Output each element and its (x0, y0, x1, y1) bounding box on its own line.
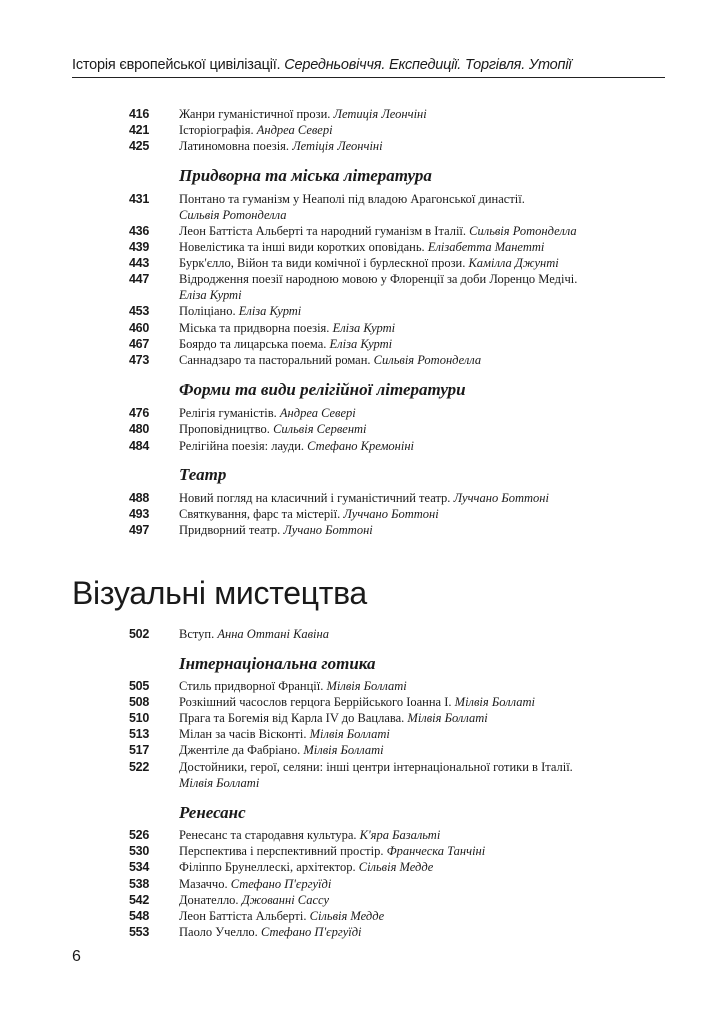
page-ref: 484 (129, 439, 149, 453)
entry-title: Бурк'єлло, Війон та види комічної і бурлескної прози. (179, 256, 469, 270)
entry-author: Лучано Боттоні (283, 523, 373, 537)
entry-author: Мілвія Боллаті (303, 743, 384, 757)
entry-author: Еліза Курті (332, 321, 396, 335)
page-ref: 542 (129, 893, 149, 907)
entry-title: Міська та придворна поезія. (179, 321, 333, 335)
entry-author: Андреа Северi (279, 406, 356, 420)
page-ref: 488 (129, 491, 149, 505)
entry-title: Джентіле да Фабріано. (179, 743, 304, 757)
entry-text (179, 405, 649, 421)
entry-author: Сильвія Ротонделла (179, 208, 287, 222)
entry-title: Стиль придворної Франції. (179, 679, 327, 693)
page-ref: 493 (129, 507, 149, 521)
page-ref: 553 (129, 925, 149, 939)
page-ref: 453 (129, 304, 149, 318)
entry-text (179, 522, 649, 538)
page-ref: 526 (129, 828, 149, 842)
page-ref: 436 (129, 224, 149, 238)
page-ref: 460 (129, 321, 149, 335)
entry-author: Елізабетта Манетті (427, 240, 545, 254)
entry-title: Паоло Учелло. (179, 925, 261, 939)
entry-title: Саннадзаро та пасторальний роман. (179, 353, 374, 367)
header-book-title: Історія європейської цивілізації. (72, 57, 285, 73)
section-heading: Театр (179, 465, 227, 484)
entry-title: Жанри гуманістичної прози. (179, 107, 334, 121)
page-ref: 431 (129, 192, 149, 206)
entry-title: Достойники, герої, селяни: інші центри інтернаціональної готики в Італії. (179, 760, 573, 774)
entry-author: Сильвія Сервенті (273, 422, 367, 436)
entry-author: Сильвія Ротонделла (469, 224, 577, 238)
entry-text (179, 271, 649, 287)
running-header (72, 57, 664, 73)
entry-text (179, 438, 649, 454)
entry-title: Ренесанс та стародавня культура. (179, 828, 360, 842)
entry-author: Луччано Боттоні (453, 491, 549, 505)
entry-text (179, 421, 649, 437)
entry-author: Сильвія Ротонделла (373, 353, 482, 367)
page-ref: 530 (129, 844, 149, 858)
entry-title: Філіппо Брунеллескі, архітектор. (179, 860, 359, 874)
entry-author: Стефано П'єргуїді (230, 877, 332, 891)
entry-title: Латиномовна поезія. (179, 139, 293, 153)
entry-text (179, 191, 649, 207)
page-ref: 502 (129, 627, 149, 641)
entry-title: Мазаччо. (179, 877, 231, 891)
page-number: 6 (72, 948, 81, 965)
entry-title: Відродження поезії народною мовою у Флоренції за доби Лоренцо Медічі. (179, 272, 578, 286)
page-ref: 513 (129, 727, 149, 741)
entry-title: Придворний театр. (179, 523, 284, 537)
entry-author: Еліза Курті (329, 337, 393, 351)
entry-author: Луччано Боттоні (343, 507, 439, 521)
entry-text (179, 876, 649, 892)
entry-text (179, 843, 649, 859)
entry-text (179, 320, 649, 336)
entry-text (179, 859, 649, 875)
entry-title: Релігія гуманістів. (179, 406, 280, 420)
section-heading: Інтернаціональна готика (179, 654, 376, 673)
section-heading: Форми та види релігійної літератури (179, 380, 466, 399)
entry-title: Проповідництво. (179, 422, 274, 436)
page-ref: 447 (129, 272, 149, 286)
page-ref: 517 (129, 743, 149, 757)
entry-author: Стефано П'єргуїді (260, 925, 362, 939)
entry-author: Мілвія Боллаті (407, 711, 488, 725)
entry-text (179, 827, 649, 843)
entry-text (179, 106, 649, 122)
page-ref: 443 (129, 256, 149, 270)
entry-title: Перспектива і перспективний простір. (179, 844, 387, 858)
entry-title: Леон Баттіста Альберті та народний гуманізм в Італії. (179, 224, 470, 238)
header-volume-title: Середньовіччя. Експедиції. Торгівля. Утопії (284, 57, 572, 73)
entry-title: Вступ. (179, 627, 218, 641)
page-ref: 538 (129, 877, 149, 891)
entry-text (179, 138, 649, 154)
entry-text (179, 726, 649, 742)
entry-text (179, 122, 649, 138)
entry-author: Летиція Леончіні (333, 107, 427, 121)
part-title: Візуальні мистецтва (72, 575, 367, 611)
entry-author: Еліза Курті (238, 304, 302, 318)
entry-title: Донателло. (179, 893, 242, 907)
entry-text (179, 892, 649, 908)
section-heading: Ренесанс (179, 803, 246, 822)
page-ref: 508 (129, 695, 149, 709)
entry-author: Франческа Танчіні (386, 844, 486, 858)
entry-title: Історіографія. (179, 123, 257, 137)
entry-text (179, 223, 649, 239)
entry-text (179, 924, 649, 940)
entry-text (179, 626, 649, 642)
entry-author: К'яра Базальті (359, 828, 441, 842)
page-ref: 510 (129, 711, 149, 725)
page-ref: 522 (129, 760, 149, 774)
page-ref: 548 (129, 909, 149, 923)
entry-author: Мілвія Боллаті (454, 695, 535, 709)
entry-title: Поліціано. (179, 304, 239, 318)
page-ref: 467 (129, 337, 149, 351)
entry-author: Анна Оттані Кавіна (217, 627, 329, 641)
entry-author: Сільвія Медде (358, 860, 434, 874)
entry-text (179, 352, 649, 368)
entry-text (179, 255, 649, 271)
entry-text (179, 908, 649, 924)
page-ref: 416 (129, 107, 149, 121)
entry-author: Мілвія Боллаті (309, 727, 390, 741)
header-rule (72, 77, 665, 78)
entry-title: Розкішний часослов герцога Беррійського Іоанна І. (179, 695, 455, 709)
entry-text (179, 490, 649, 506)
page-ref: 534 (129, 860, 149, 874)
entry-author: Андреа Северi (256, 123, 333, 137)
page-ref: 476 (129, 406, 149, 420)
entry-title: Боярдо та лицарська поема. (179, 337, 330, 351)
entry-title: Святкування, фарс та містерії. (179, 507, 344, 521)
entry-title: Прага та Богемія від Карла IV до Вацлава. (179, 711, 408, 725)
entry-title: Новий погляд на класичний і гуманістичний театр. (179, 491, 454, 505)
page-ref: 439 (129, 240, 149, 254)
entry-text (179, 710, 649, 726)
entry-title: Понтано та гуманізм у Неаполі під владою Арагонської династії. (179, 192, 525, 206)
entry-text (179, 239, 649, 255)
entry-text (179, 742, 649, 758)
entry-text (179, 759, 649, 775)
entry-text (179, 506, 649, 522)
entry-text (179, 678, 649, 694)
entry-text (179, 336, 649, 352)
page-ref: 421 (129, 123, 149, 137)
entry-author: Летіція Леончіні (292, 139, 383, 153)
entry-author: Мілвія Боллаті (326, 679, 407, 693)
entry-author: Мілвія Боллаті (179, 776, 260, 790)
entry-title: Мілан за часів Вісконті. (179, 727, 310, 741)
page-ref: 425 (129, 139, 149, 153)
entry-author: Стефано Кремоніні (307, 439, 415, 453)
entry-title: Релігійна поезія: лауди. (179, 439, 308, 453)
entry-author: Камілла Джунті (468, 256, 559, 270)
entry-text (179, 303, 649, 319)
page-ref: 497 (129, 523, 149, 537)
entry-author: Джованні Сассу (241, 893, 330, 907)
entry-author: Сільвія Медде (309, 909, 385, 923)
page-ref: 480 (129, 422, 149, 436)
page-ref: 473 (129, 353, 149, 367)
section-heading: Придворна та міська література (179, 166, 432, 185)
entry-author: Еліза Курті (179, 288, 242, 302)
entry-text (179, 694, 649, 710)
entry-title: Леон Баттіста Альберті. (179, 909, 310, 923)
entry-title: Новелістика та інші види коротких оповідань. (179, 240, 428, 254)
page-ref: 505 (129, 679, 149, 693)
